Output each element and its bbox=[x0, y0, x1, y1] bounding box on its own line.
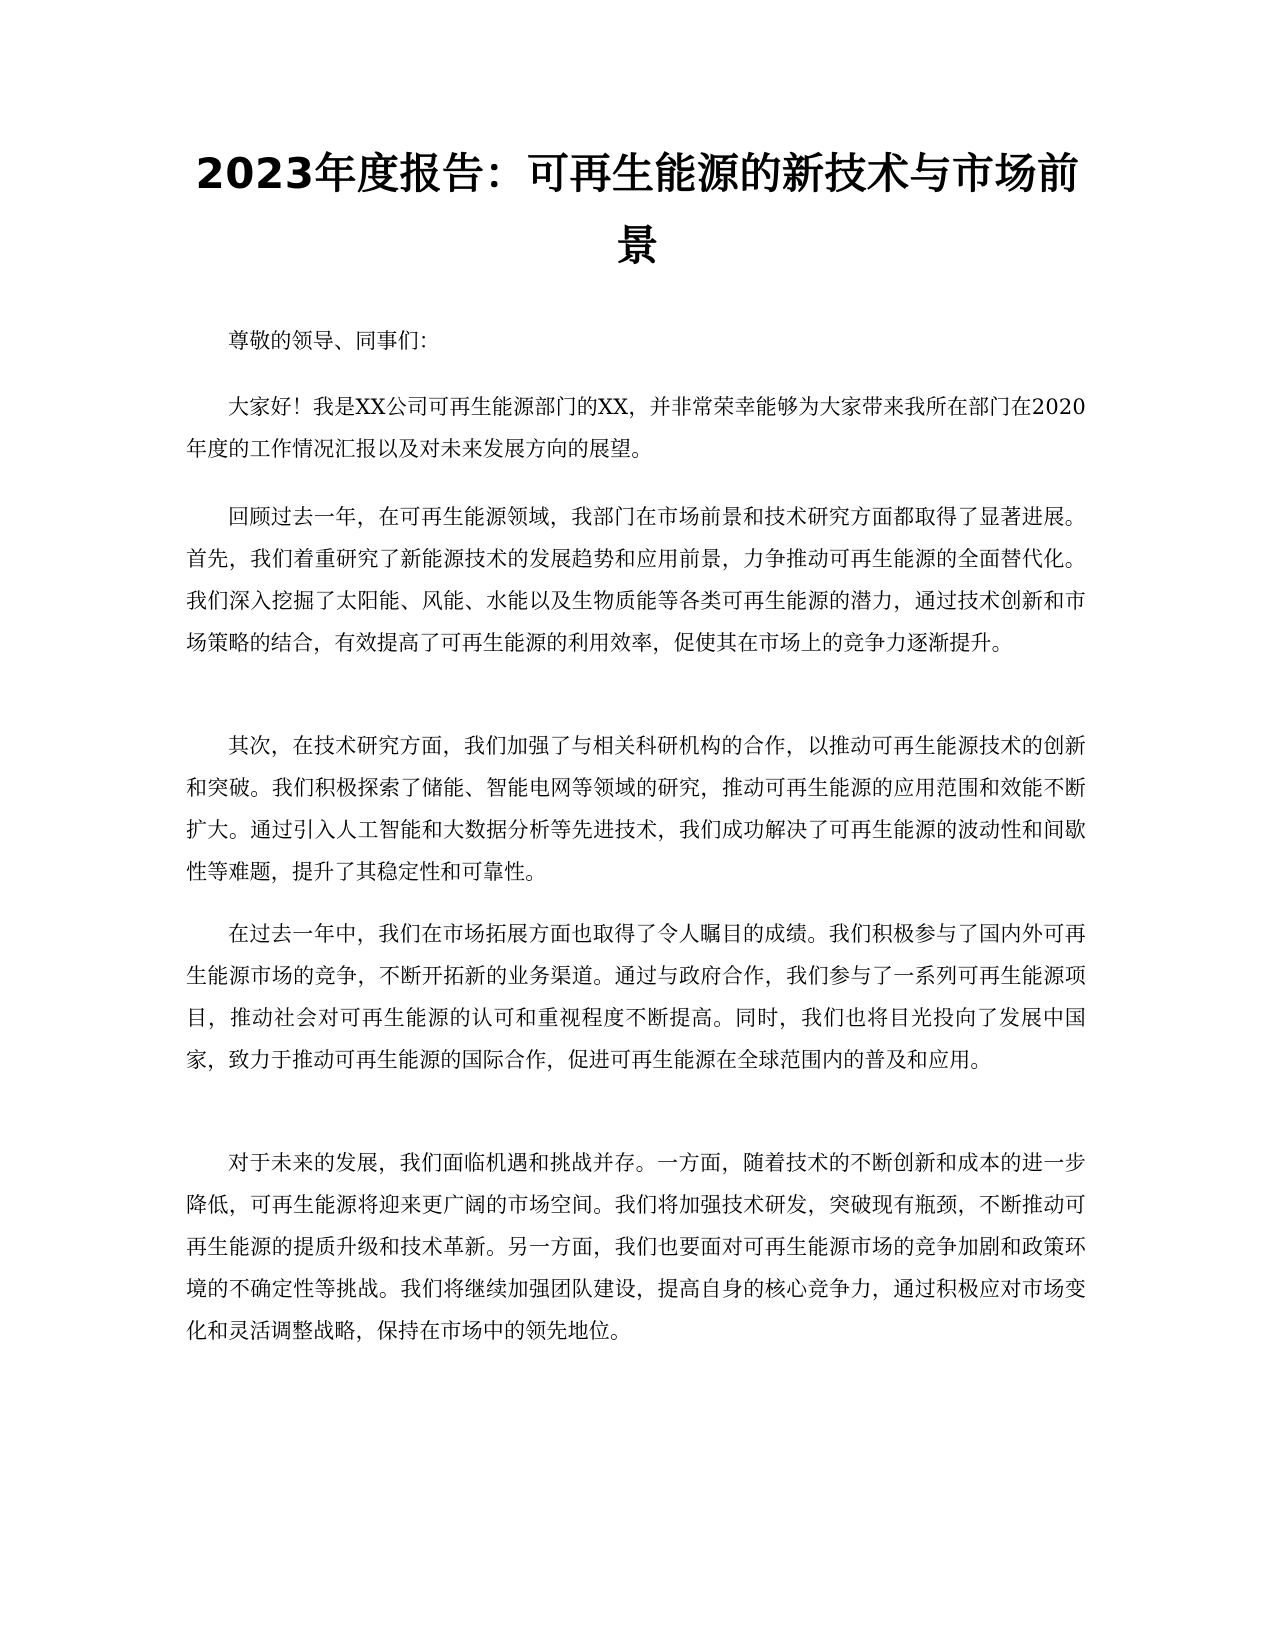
paragraph-outlook: 对于未来的发展，我们面临机遇和挑战并存。一方面，随着技术的不断创新和成本的进一步降低，可再生能源将迎来更广阔的市场空间。我们将加强技术研发，突破现有瓶颈，不断推动可再生能源的提质升级和技术革新。另一方面，我们也要面对可再生能源市场的竞争加剧和政策环境的不确定性等挑战。我们将继续加强团队建设，提高自身的核心竞争力，通过积极应对市场变化和灵活调整战略，保持在市场中的领先地位。 bbox=[186, 1151, 1086, 1343]
greeting-line: 尊敬的领导、同事们： bbox=[228, 329, 440, 353]
paragraph-review: 回顾过去一年，在可再生能源领域，我部门在市场前景和技术研究方面都取得了显著进展。首先，我们着重研究了新能源技术的发展趋势和应用前景，力争推动可再生能源的全面替代化。我们深入挖掘了太阳能、风能、水能以及生物质能等各类可再生能源的潜力，通过技术创新和市场策略的结合，有效提高了可再生能源的利用效率，促使其在市场上的竞争力逐渐提升。 bbox=[186, 505, 1086, 655]
paragraph-intro: 大家好！我是XX公司可再生能源部门的XX，并非常荣幸能够为大家带来我所在部门在2020年度的工作情况汇报以及对未来发展方向的展望。 bbox=[186, 395, 1086, 461]
document-title: 2023年度报告：可再生能源的新技术与市场前景 bbox=[195, 149, 1080, 270]
paragraph-market: 在过去一年中，我们在市场拓展方面也取得了令人瞩目的成绩。我们积极参与了国内外可再生能源市场的竞争，不断开拓新的业务渠道。通过与政府合作，我们参与了一系列可再生能源项目，推动社会对可再生能源的认可和重视程度不断提高。同时，我们也将目光投向了发展中国家，致力于推动可再生能源的国际合作，促进可再生能源在全球范围内的普及和应用。 bbox=[186, 922, 1086, 1072]
paragraph-technology: 其次，在技术研究方面，我们加强了与相关科研机构的合作，以推动可再生能源技术的创新和突破。我们积极探索了储能、智能电网等领域的研究，推动可再生能源的应用范围和效能不断扩大。通过引入人工智能和大数据分析等先进技术，我们成功解决了可再生能源的波动性和间歇性等难题，提升了其稳定性和可靠性。 bbox=[186, 734, 1086, 884]
